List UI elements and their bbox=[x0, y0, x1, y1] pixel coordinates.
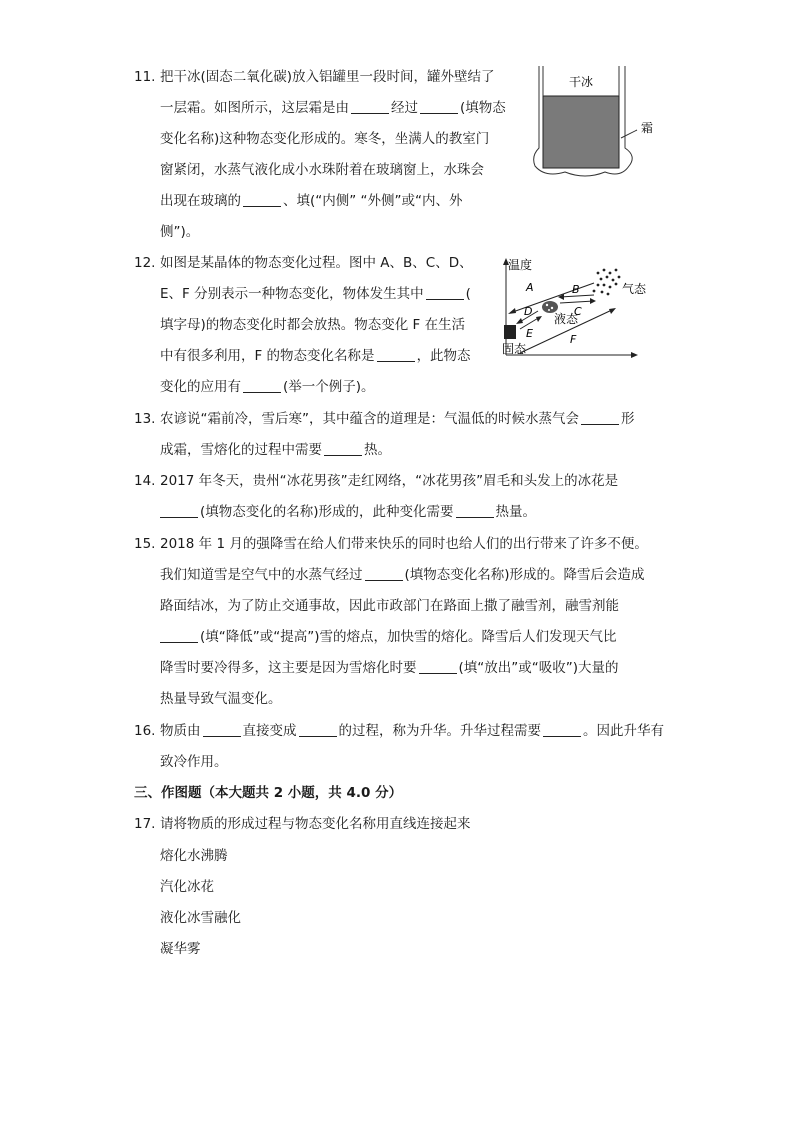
question-text-line: 填字母)的物态变化时都会放热。物态变化 F 在生活 bbox=[160, 317, 466, 333]
text: E、F 分别表示一种物态变化，物体发生其中 bbox=[160, 286, 424, 302]
text: (填物态变化名称)形成的。降雪后会造成 bbox=[404, 567, 645, 583]
question-number: 15. bbox=[134, 536, 156, 552]
text: 经过 bbox=[391, 100, 418, 116]
text: 直接变成 bbox=[242, 723, 297, 739]
question-number: 13. bbox=[134, 411, 156, 427]
answer-blank[interactable] bbox=[419, 659, 457, 674]
answer-blank[interactable] bbox=[351, 99, 389, 114]
text: 一层霜。如图所示，这层霜是由 bbox=[160, 100, 349, 116]
question-number: 14. bbox=[134, 473, 156, 489]
solid-block bbox=[504, 325, 516, 339]
text: 成霜，雪熔化的过程中需要 bbox=[160, 442, 322, 458]
text: 物质由 bbox=[160, 723, 201, 739]
label-C: C bbox=[574, 305, 582, 318]
label-A: A bbox=[526, 281, 534, 294]
answer-blank[interactable] bbox=[243, 192, 281, 207]
question-number: 12. bbox=[134, 255, 156, 271]
label-E: E bbox=[526, 327, 533, 340]
answer-blank[interactable] bbox=[426, 285, 464, 300]
text: 的过程，称为升华。升华过程需要 bbox=[338, 723, 541, 739]
text: 我们知道雪是空气中的水蒸气经过 bbox=[160, 567, 363, 583]
label-dry-ice: 干冰 bbox=[568, 75, 594, 89]
gas-particles bbox=[593, 269, 621, 296]
label-B: B bbox=[572, 283, 580, 296]
text: (填“降低”或“提高”)雪的熔点，加快雪的熔化。降雪后人们发现天气比 bbox=[200, 629, 617, 645]
answer-blank[interactable] bbox=[299, 722, 337, 737]
label-solid: 固态 bbox=[502, 342, 527, 356]
question-text-line: 窗紧闭，水蒸气液化成小水珠附着在玻璃窗上，水珠会 bbox=[160, 162, 484, 178]
question-text-line: 2018 年 1 月的强降雪在给人们带来快乐的同时也给人们的出行带来了许多不便。 bbox=[160, 536, 648, 552]
answer-blank[interactable] bbox=[581, 410, 619, 425]
text: 出现在玻璃的 bbox=[160, 193, 241, 209]
matching-item[interactable]: 凝华雾 bbox=[160, 941, 201, 957]
answer-blank[interactable] bbox=[203, 722, 241, 737]
label-D: D bbox=[524, 305, 533, 318]
answer-blank[interactable] bbox=[160, 503, 198, 518]
axis-label-temperature: 温度 bbox=[508, 258, 533, 272]
question-number: 11. bbox=[134, 69, 156, 85]
text: (填物态 bbox=[460, 100, 506, 116]
question-text-line: 路面结冰，为了防止交通事故，因此市政部门在路面上撒了融雪剂，融雪剂能 bbox=[160, 598, 619, 614]
answer-blank[interactable] bbox=[377, 347, 415, 362]
text: 农谚说“霜前冷，雪后寒”，其中蕴含的道理是：气温低的时候水蒸气会 bbox=[160, 411, 579, 427]
answer-blank[interactable] bbox=[243, 378, 281, 393]
label-gas: 气态 bbox=[622, 282, 647, 296]
label-liquid: 液态 bbox=[554, 312, 579, 326]
text: (填“放出”或“吸收”)大量的 bbox=[458, 660, 619, 676]
answer-blank[interactable] bbox=[420, 99, 458, 114]
question-text-line: 变化名称)这种物态变化形成的。寒冬，坐满人的教室门 bbox=[160, 131, 490, 147]
answer-blank[interactable] bbox=[365, 566, 403, 581]
question-number: 16. bbox=[134, 723, 156, 739]
text: (填物态变化的名称)形成的，此种变化需要 bbox=[200, 504, 454, 520]
question-text-line: 2017 年冬天，贵州“冰花男孩”走红网络，“冰花男孩”眉毛和头发上的冰花是 bbox=[160, 473, 619, 489]
label-F: F bbox=[570, 333, 577, 346]
text: 热量。 bbox=[495, 504, 537, 520]
section-heading: 三、作图题（本大题共 2 小题，共 4.0 分） bbox=[134, 785, 403, 801]
text: (举一个例子)。 bbox=[283, 379, 375, 395]
matching-item[interactable]: 熔化水沸腾 bbox=[160, 848, 228, 864]
label-frost: 霜 bbox=[641, 121, 654, 135]
text: ，此物态 bbox=[416, 348, 471, 364]
answer-blank[interactable] bbox=[543, 722, 581, 737]
text: 形 bbox=[621, 411, 635, 427]
answer-blank[interactable] bbox=[160, 628, 198, 643]
text: ( bbox=[465, 286, 471, 302]
phase-change-diagram bbox=[498, 255, 648, 367]
text: 。因此升华有 bbox=[583, 723, 664, 739]
question-text-line: 把干冰(固态二氧化碳)放入铝罐里一段时间，罐外壁结了 bbox=[160, 69, 495, 85]
text: 、填(“内侧” “外侧”或“内、外 bbox=[283, 193, 463, 209]
text: 热。 bbox=[364, 442, 391, 458]
question-text-line: 请将物质的形成过程与物态变化名称用直线连接起来 bbox=[160, 816, 471, 832]
question-text-line: 热量导致气温变化。 bbox=[160, 691, 282, 707]
answer-blank[interactable] bbox=[456, 503, 494, 518]
question-text-line: 致冷作用。 bbox=[160, 754, 228, 770]
text: 变化的应用有 bbox=[160, 379, 241, 395]
question-text-line: 如图是某晶体的物态变化过程。图中 A、B、C、D、 bbox=[160, 255, 473, 271]
matching-item[interactable]: 汽化冰花 bbox=[160, 879, 214, 895]
question-text-line: 侧”)。 bbox=[160, 224, 200, 240]
matching-item[interactable]: 液化冰雪融化 bbox=[160, 910, 241, 926]
question-number: 17. bbox=[134, 816, 156, 832]
text: 中有很多利用，F 的物态变化名称是 bbox=[160, 348, 375, 364]
dry-ice-can-figure bbox=[525, 66, 665, 184]
answer-blank[interactable] bbox=[324, 441, 362, 456]
text: 降雪时要冷得多，这主要是因为雪熔化时要 bbox=[160, 660, 417, 676]
